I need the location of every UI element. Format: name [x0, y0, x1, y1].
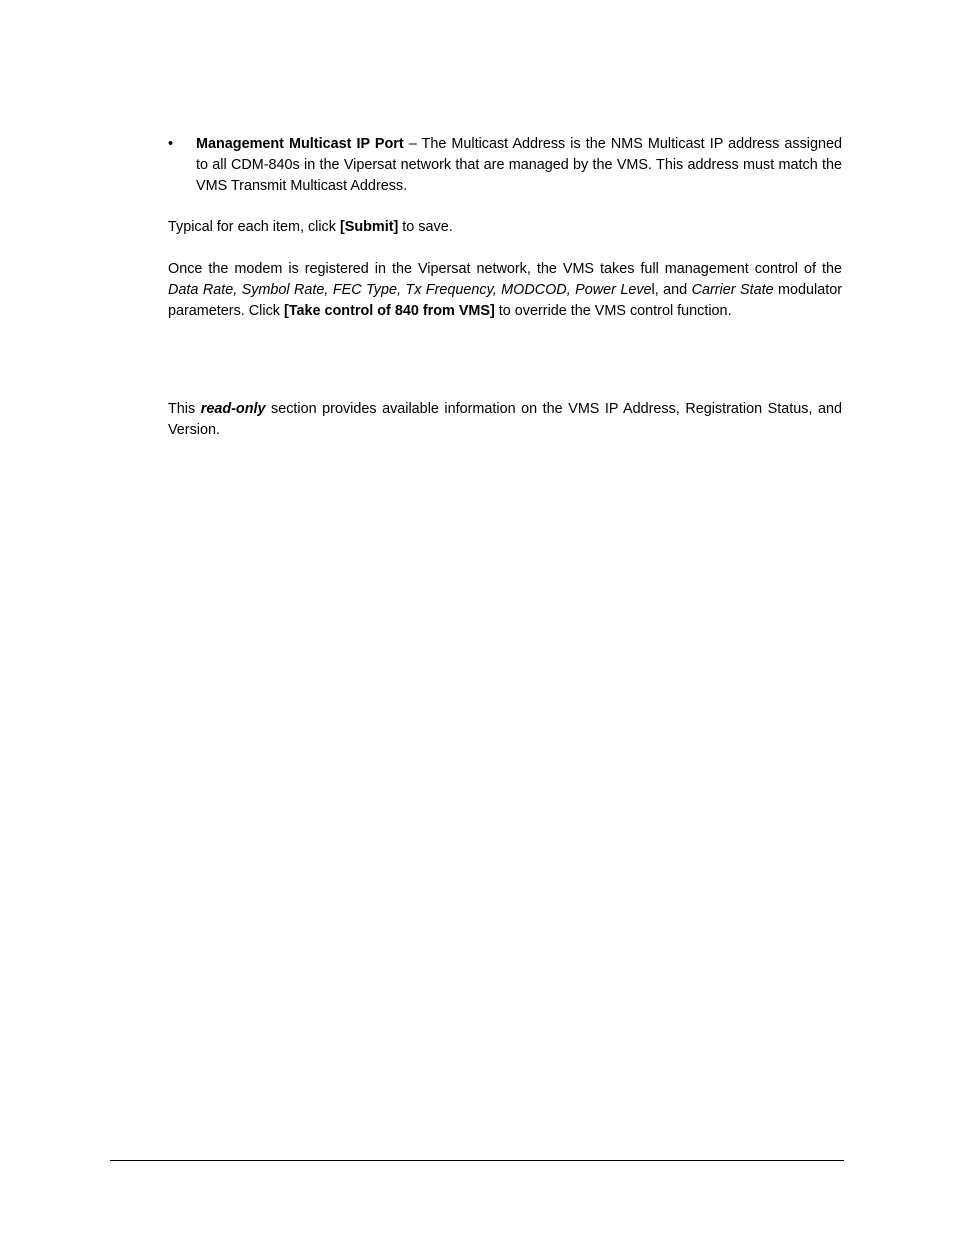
submit-para-post: to save. [398, 219, 453, 235]
bullet-item-management-multicast [168, 134, 842, 197]
bullet-description: – The Multicast Address is the NMS Multicast IP address assigned to all CDM-840s in the Vipersat network that are managed by the VMS. This address must match the VMS Transmit Multicast Address. [196, 136, 842, 194]
take-control-button-ref: [Take control of 840 from VMS] [283, 303, 495, 319]
bullet-text [196, 134, 842, 197]
submit-paragraph [168, 217, 842, 238]
readonly-para-t2: section provides available information on the VMS IP Address, Registration Status, and Version. [168, 401, 842, 438]
footer-rule [110, 1160, 844, 1161]
control-para-t1: Once the modem is registered in the Vipersat network, the VMS takes full management control of the [168, 261, 842, 277]
control-para-carrier-state: Carrier State [691, 282, 774, 298]
read-only-paragraph [168, 399, 842, 441]
vms-control-paragraph [168, 259, 842, 322]
submit-para-pre: Typical for each item, click [168, 219, 340, 235]
control-para-params: Data Rate, Symbol Rate, FEC Type, Tx Frequency, MODCOD, Power Leve [168, 282, 652, 298]
readonly-emphasis: read-only [200, 401, 266, 417]
control-para-t4: to override the VMS control function. [494, 303, 732, 319]
readonly-para-t1: This [168, 401, 201, 417]
bullet-symbol: • [168, 136, 174, 152]
control-para-t2: l, and [651, 282, 692, 298]
submit-button-ref: [Submit] [339, 219, 399, 235]
control-para-t3: modulator parameters. Click [168, 282, 842, 319]
bullet-term: Management Multicast IP Port [196, 136, 404, 152]
